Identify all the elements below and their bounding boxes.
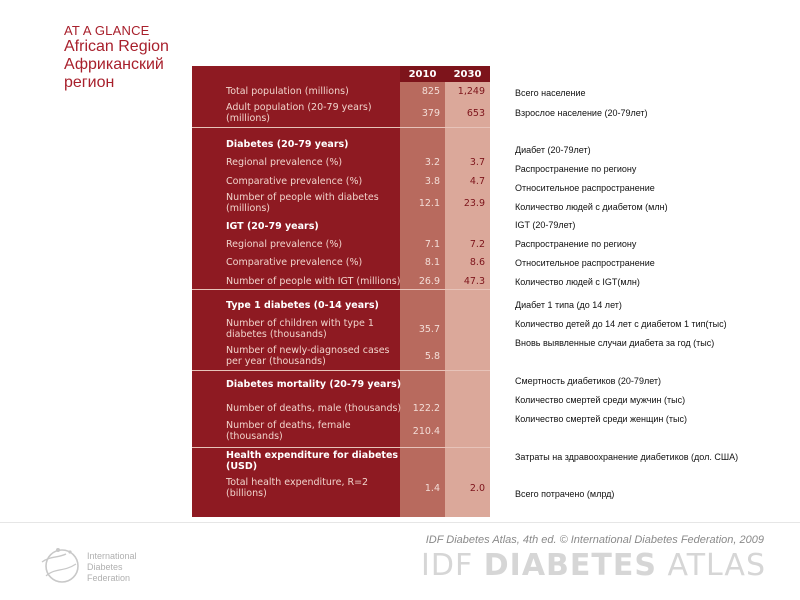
section-health-line2: (USD) xyxy=(226,461,258,472)
value-2010: 379 xyxy=(421,108,440,119)
label-line1: Number of newly-diagnosed cases xyxy=(226,345,390,356)
label-line2: per year (thousands) xyxy=(226,356,326,367)
label: Comparative prevalence (%) xyxy=(226,257,363,268)
section-health-line1: Health expenditure for diabetes xyxy=(226,450,399,461)
value-2010: 210.4 xyxy=(412,426,440,437)
logo-line3: Federation xyxy=(87,573,131,583)
value-2010: 35.7 xyxy=(418,324,440,335)
page-header xyxy=(64,23,169,92)
title-ru-line2: регион xyxy=(64,74,115,91)
citation: IDF Diabetes Atlas, 4th ed. © International Diabetes Federation, 2009 xyxy=(425,534,764,546)
ru-adult-population: Взрослое население (20-79лет) xyxy=(515,108,648,118)
label-line1: Number of deaths, female xyxy=(226,420,351,431)
idf-logo-text xyxy=(87,551,137,584)
footer-divider xyxy=(0,522,800,523)
title-en: African Region xyxy=(64,38,169,55)
ru-igt-regional: Распространение по региону xyxy=(515,239,637,249)
label-line2: (millions) xyxy=(226,203,271,214)
logo-line2: Diabetes xyxy=(87,562,123,572)
kicker: AT A GLANCE xyxy=(64,23,150,38)
idf-logo-icon xyxy=(36,542,84,590)
value-2010: 5.8 xyxy=(424,351,440,362)
ru-deaths-female: Количество смертей среди женщин (тыс) xyxy=(515,414,687,424)
ru-health-total: Всего потрачено (млрд) xyxy=(515,489,615,499)
label-line2: (millions) xyxy=(226,113,271,124)
value-2030: 2.0 xyxy=(469,483,485,494)
value-2030: 7.2 xyxy=(469,239,485,250)
value-2010: 7.1 xyxy=(424,239,440,250)
label-line1: Total health expenditure, R=2 xyxy=(226,477,369,488)
value-2030: 653 xyxy=(466,108,485,119)
label-line1: Adult population (20-79 years) xyxy=(226,102,372,113)
column-2030-band xyxy=(445,66,490,517)
value-2010: 12.1 xyxy=(418,198,440,209)
value-2030: 3.7 xyxy=(469,157,485,168)
label: Total population (millions) xyxy=(226,86,349,97)
divider xyxy=(192,127,490,128)
ru-igt-people: Количество людей с IGT(млн) xyxy=(515,277,640,287)
ru-diabetes: Диабет (20-79лет) xyxy=(515,145,591,155)
section-igt: IGT (20-79 years) xyxy=(226,221,319,232)
ru-deaths-male: Количество смертей среди мужчин (тыс) xyxy=(515,395,686,405)
atlas-part1: IDF xyxy=(421,548,484,583)
label: Number of people with IGT (millions) xyxy=(226,276,401,287)
header-2030: 2030 xyxy=(445,66,490,82)
divider xyxy=(192,289,490,290)
logo-line1: International xyxy=(87,551,137,561)
ru-type1: Диабет 1 типа (до 14 лет) xyxy=(515,300,622,310)
atlas-wordmark xyxy=(386,548,766,583)
ru-igt-comparative: Относительное распространение xyxy=(515,258,655,268)
label: Comparative prevalence (%) xyxy=(226,176,363,187)
section-mortality: Diabetes mortality (20-79 years) xyxy=(226,379,402,390)
label-line1: Number of people with diabetes xyxy=(226,192,379,203)
value-2010: 825 xyxy=(421,86,440,97)
ru-mortality: Смертность диабетиков (20-79лет) xyxy=(515,376,662,386)
value-2010: 3.2 xyxy=(424,157,440,168)
divider xyxy=(192,370,490,371)
label-line2: (billions) xyxy=(226,488,267,499)
value-2010: 3.8 xyxy=(424,176,440,187)
value-2030: 1,249 xyxy=(457,86,485,97)
column-2010-band xyxy=(400,82,445,517)
section-diabetes: Diabetes (20-79 years) xyxy=(226,139,349,150)
label: Number of deaths, male (thousands) xyxy=(226,403,402,414)
value-2010: 122.2 xyxy=(412,403,440,414)
label-line2: (thousands) xyxy=(226,431,283,442)
value-2030: 23.9 xyxy=(463,198,485,209)
label: Regional prevalence (%) xyxy=(226,157,343,168)
atlas-part2: DIABETES xyxy=(483,548,657,583)
section-health xyxy=(226,450,398,472)
label-line1: Number of children with type 1 xyxy=(226,318,374,329)
ru-igt: IGT (20-79лет) xyxy=(515,220,576,230)
divider xyxy=(192,447,490,448)
value-2030: 4.7 xyxy=(469,176,485,187)
ru-health-expenditure: Затраты на здравоохранение диабетиков (дол. США) xyxy=(515,452,739,462)
header-2010: 2010 xyxy=(400,66,445,82)
value-2010: 8.1 xyxy=(424,257,440,268)
ru-type1-children: Количество детей до 14 лет с диабетом 1 тип(тыс) xyxy=(515,319,727,329)
value-2010: 1.4 xyxy=(424,483,440,494)
ru-total-population: Всего население xyxy=(515,88,586,98)
section-type1: Type 1 diabetes (0-14 years) xyxy=(226,300,379,311)
ru-type1-new: Вновь выявленные случаи диабета за год (тыс) xyxy=(515,338,715,348)
ru-comparative-prevalence: Относительное распространение xyxy=(515,183,655,193)
atlas-part3: ATLAS xyxy=(656,548,766,583)
value-2030: 8.6 xyxy=(469,257,485,268)
ru-regional-prevalence: Распространение по региону xyxy=(515,164,637,174)
ru-diabetes-people: Количество людей с диабетом (млн) xyxy=(515,202,668,212)
title-ru-line1: Африканский xyxy=(64,56,164,73)
value-2030: 47.3 xyxy=(463,276,485,287)
value-2010: 26.9 xyxy=(418,276,440,287)
label-line2: diabetes (thousands) xyxy=(226,329,327,340)
label: Regional prevalence (%) xyxy=(226,239,343,250)
